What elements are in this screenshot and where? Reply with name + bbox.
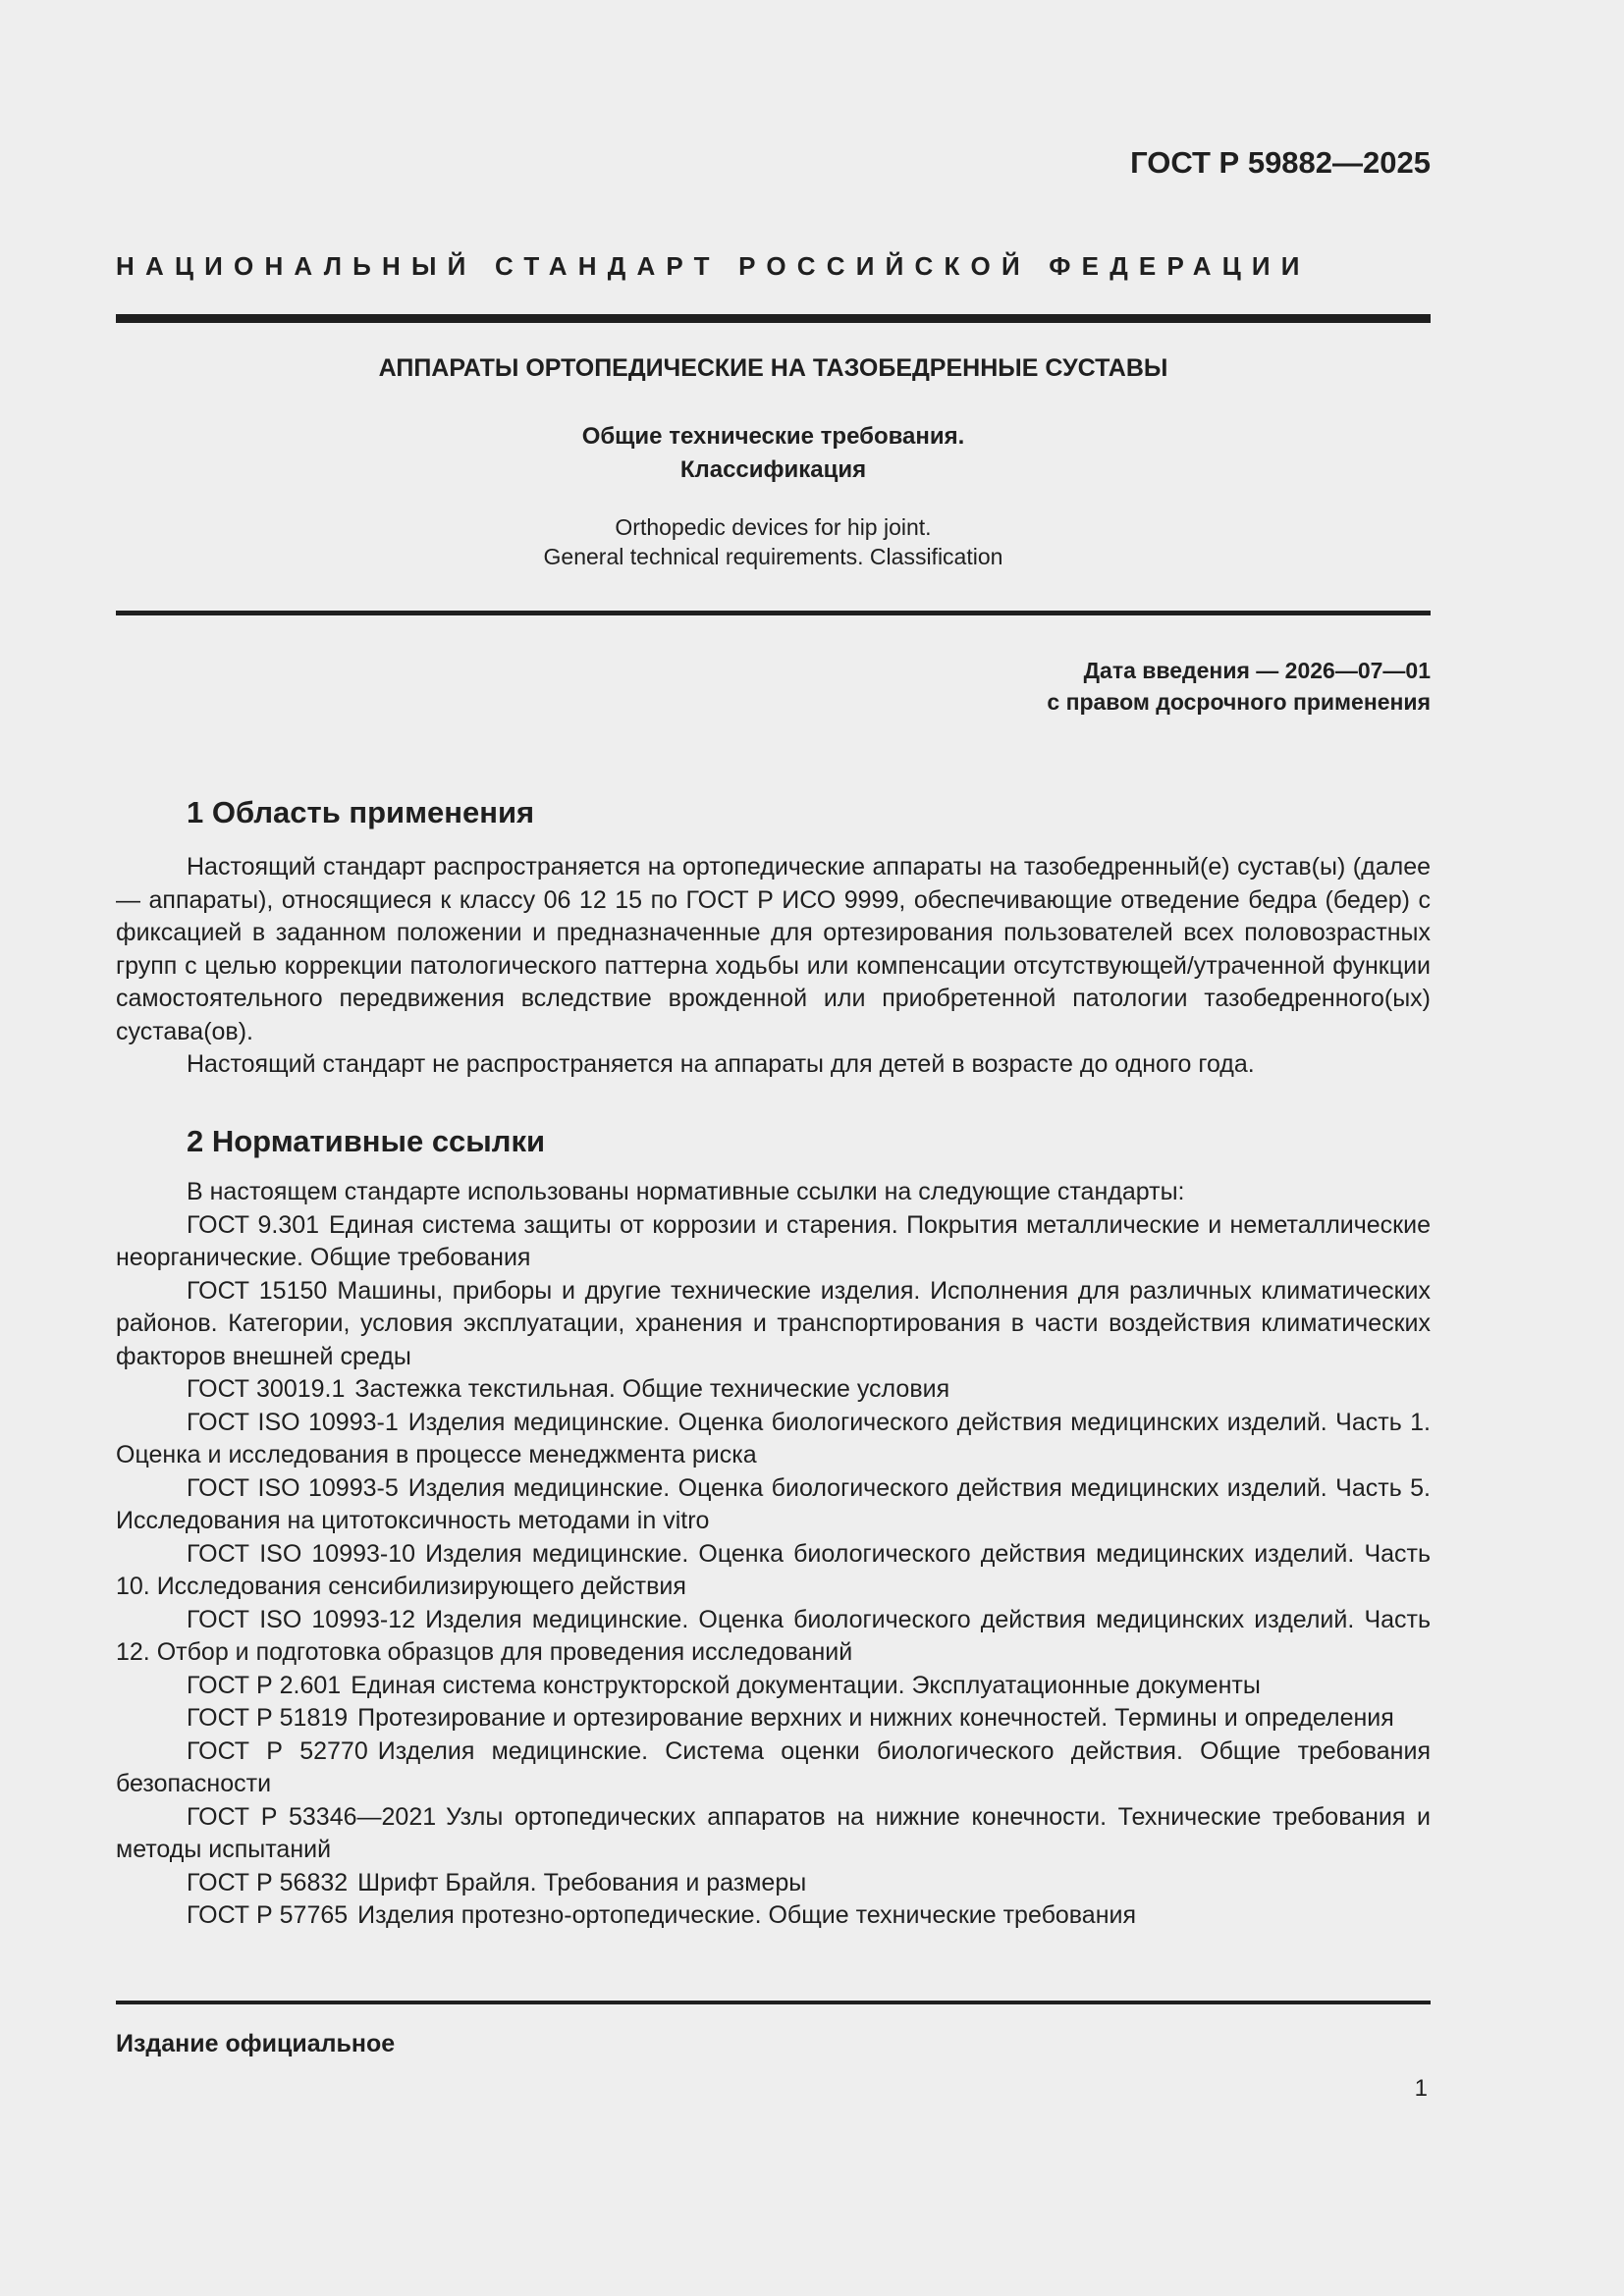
reference-title: Единая система конструкторской документации. Эксплуатационные документы bbox=[351, 1671, 1261, 1699]
footer-divider bbox=[116, 2001, 1431, 2004]
section-heading-references: 2 Нормативные ссылки bbox=[187, 1124, 546, 1158]
english-title-line: Orthopedic devices for hip joint. bbox=[615, 514, 932, 540]
reference-code: ГОСТ 15150 bbox=[187, 1276, 328, 1305]
official-edition-label: Издание официальное bbox=[116, 2030, 396, 2057]
section-references-body bbox=[116, 1176, 1431, 1933]
english-title bbox=[116, 512, 1431, 571]
reference-title: Изделия медицинские. Оценка биологического действия медицинских изделий. Часть 10. Исследования сенсибилизирующего действия bbox=[116, 1539, 1431, 1600]
standard-number: ГОСТ Р 59882—2025 bbox=[1130, 145, 1431, 180]
paragraph: В настоящем стандарте использованы нормативные ссылки на следующие стандарты: bbox=[187, 1178, 1185, 1205]
reference-code: ГОСТ ISO 10993-12 bbox=[187, 1605, 416, 1633]
reference-code: ГОСТ ISO 10993-5 bbox=[187, 1473, 399, 1502]
subtitle-line: Классификация bbox=[679, 456, 867, 483]
reference-code: ГОСТ Р 56832 bbox=[187, 1868, 349, 1896]
reference-title: Изделия медицинские. Система оценки биологического действия. Общие требования безопасности bbox=[116, 1736, 1431, 1797]
reference-code: ГОСТ Р 51819 bbox=[187, 1704, 349, 1732]
section-heading-scope: 1 Область применения bbox=[187, 795, 535, 829]
top-divider bbox=[116, 314, 1431, 323]
reference-title: Протезирование и ортезирование верхних и нижних конечностей. Термины и определения bbox=[357, 1704, 1394, 1732]
reference-code: ГОСТ 9.301 bbox=[187, 1210, 320, 1239]
national-standard-banner: НАЦИОНАЛЬНЫЙ СТАНДАРТ РОССИЙСКОЙ ФЕДЕРАЦИИ bbox=[116, 251, 1311, 281]
reference-code: ГОСТ Р 52770 bbox=[187, 1736, 368, 1765]
early-application-note: с правом досрочного применения bbox=[1047, 689, 1431, 715]
reference-title: Шрифт Брайля. Требования и размеры bbox=[357, 1868, 807, 1896]
paragraph: Настоящий стандарт распространяется на ортопедические аппараты на тазобедренный(е) сустав(ы) (далее — аппараты), относящиеся к классу 06 12 15 по ГОСТ Р ИСО 9999, обеспечивающие отведение бедра (бедер) с фиксацией в заданном положении и предназначенные для ортезирования пользователей всех половозрастных групп с целью коррекции патологического паттерна ходьбы или компенсации отсутствующей/утраченной функции самостоятельного передвижения вследствие врожденной или приобретенной патологии тазобедренного(ых) сустава(ов). bbox=[116, 853, 1431, 1045]
reference-item bbox=[116, 1670, 1431, 1703]
reference-item bbox=[116, 1472, 1431, 1538]
reference-title: Изделия медицинские. Оценка биологического действия медицинских изделий. Часть 1. Оценка и исследования в процессе менеджмента риска bbox=[116, 1408, 1431, 1468]
reference-title: Единая система защиты от коррозии и старения. Покрытия металлические и неметаллические неорганические. Общие требования bbox=[116, 1210, 1431, 1271]
reference-item bbox=[116, 1373, 1431, 1407]
reference-item bbox=[116, 1801, 1431, 1867]
reference-item bbox=[116, 1867, 1431, 1900]
title-divider bbox=[116, 611, 1431, 615]
reference-title: Изделия медицинские. Оценка биологического действия медицинских изделий. Часть 5. Исследования на цитотоксичность методами in vitro bbox=[116, 1473, 1431, 1534]
reference-item bbox=[116, 1604, 1431, 1670]
document-title: АППАРАТЫ ОРТОПЕДИЧЕСКИЕ НА ТАЗОБЕДРЕННЫЕ СУСТАВЫ bbox=[378, 354, 1168, 382]
subtitle-line: Общие технические требования. bbox=[581, 423, 965, 450]
reference-item bbox=[116, 1407, 1431, 1472]
reference-code: ГОСТ 30019.1 bbox=[187, 1375, 346, 1403]
page-number: 1 bbox=[1414, 2075, 1428, 2102]
reference-code: ГОСТ Р 2.601 bbox=[187, 1671, 342, 1699]
reference-item bbox=[116, 1209, 1431, 1275]
paragraph: Настоящий стандарт не распространяется на аппараты для детей в возрасте до одного года. bbox=[187, 1050, 1255, 1078]
reference-item bbox=[116, 1735, 1431, 1801]
reference-item bbox=[116, 1275, 1431, 1374]
reference-item bbox=[116, 1899, 1431, 1933]
english-title-line: General technical requirements. Classification bbox=[543, 544, 1003, 569]
reference-code: ГОСТ Р 57765 bbox=[187, 1901, 349, 1929]
introduction-date: Дата введения — 2026—07—01 bbox=[1083, 658, 1431, 683]
reference-title: Машины, приборы и другие технические изделия. Исполнения для различных климатических районов. Категории, условия эксплуатации, хранения и транспортирования в части воздействия климатических факторов внешней среды bbox=[116, 1276, 1431, 1370]
section-scope-body bbox=[116, 851, 1431, 1082]
document-subtitle bbox=[116, 420, 1431, 487]
reference-title: Изделия медицинские. Оценка биологического действия медицинских изделий. Часть 12. Отбор и подготовка образцов для проведения исследований bbox=[116, 1605, 1431, 1666]
reference-code: ГОСТ Р 53346—2021 bbox=[187, 1802, 437, 1831]
reference-title: Узлы ортопедических аппаратов на нижние конечности. Технические требования и методы испытаний bbox=[116, 1802, 1432, 1863]
reference-code: ГОСТ ISO 10993-1 bbox=[187, 1408, 399, 1436]
introduction-date-block bbox=[1047, 655, 1431, 718]
reference-title: Изделия протезно-ортопедические. Общие технические требования bbox=[357, 1901, 1137, 1929]
reference-code: ГОСТ ISO 10993-10 bbox=[187, 1539, 416, 1568]
reference-item bbox=[116, 1702, 1431, 1735]
reference-title: Застежка текстильная. Общие технические условия bbox=[354, 1375, 950, 1403]
reference-item bbox=[116, 1538, 1431, 1604]
